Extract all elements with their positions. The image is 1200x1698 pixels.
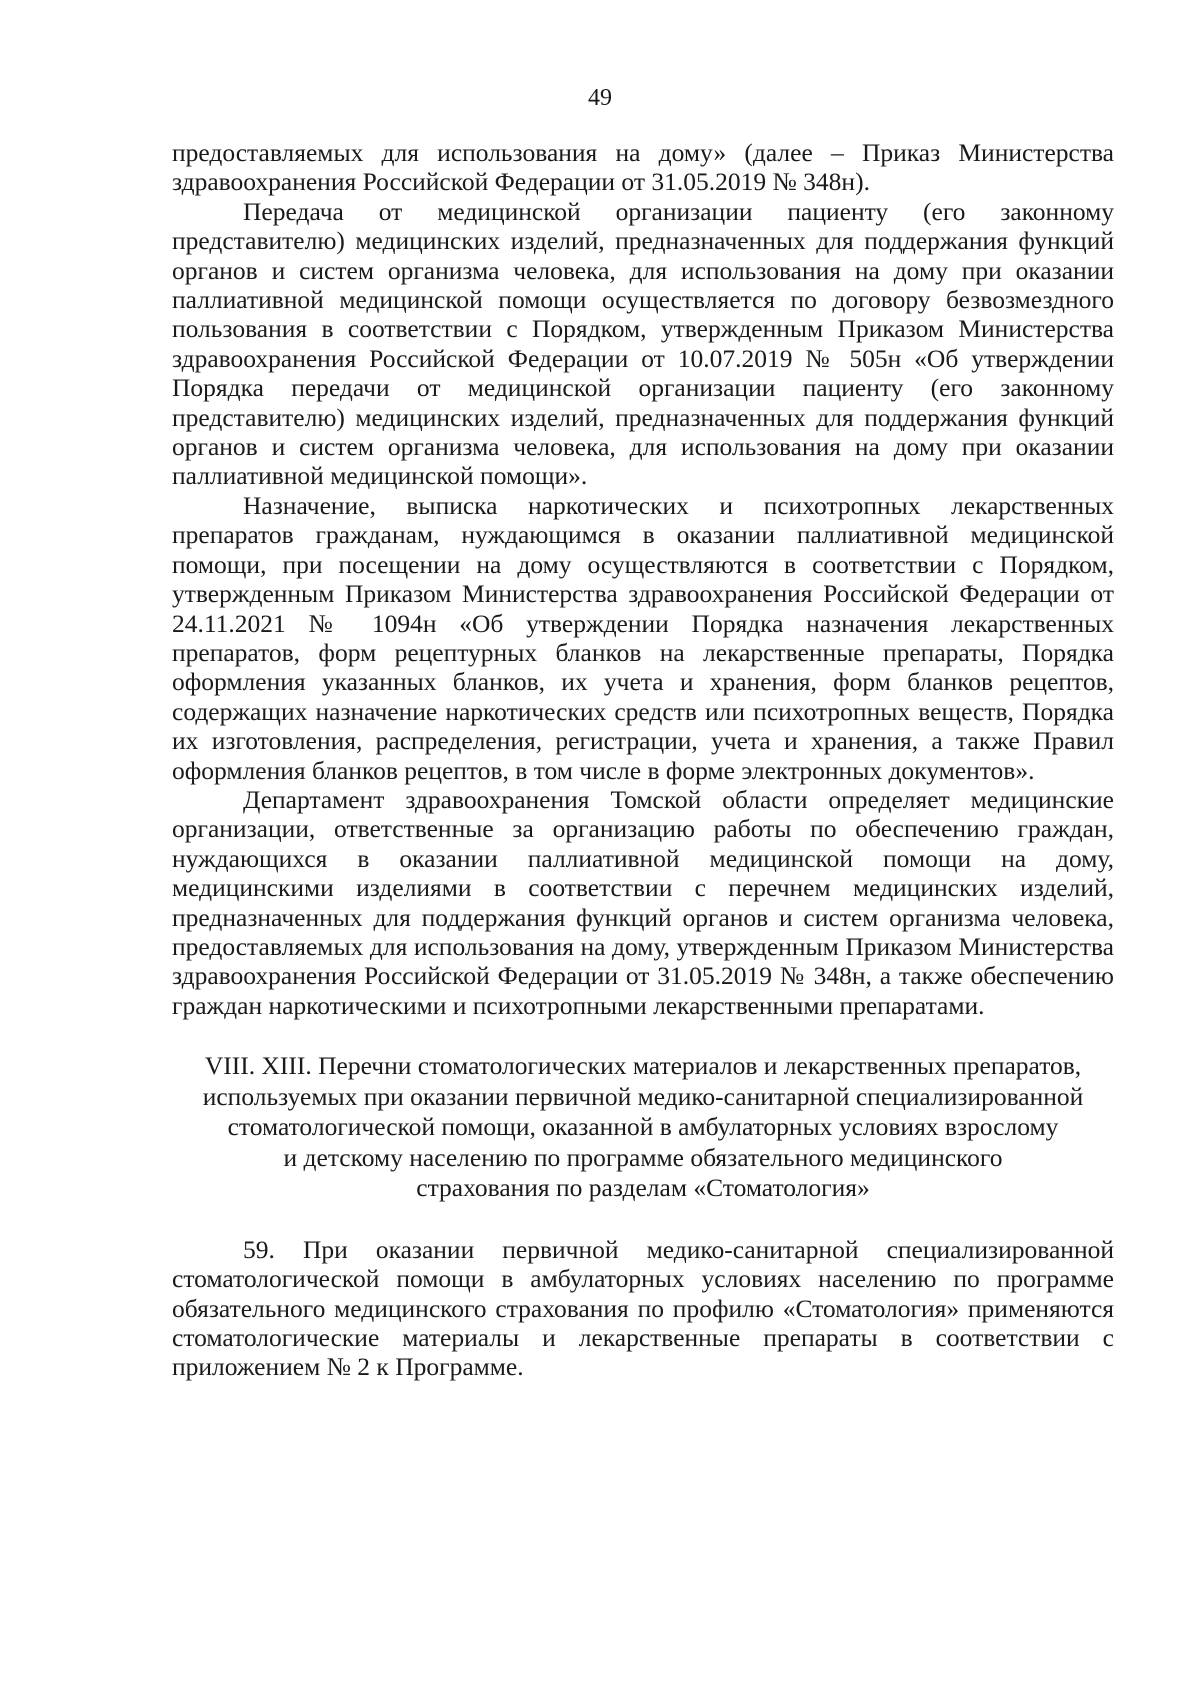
paragraph-narcotic-prescription: Назначение, выписка наркотических и психотропных лекарственных препаратов гражданам, нуждающимся в оказании паллиативной медицинской помощи, при посещении на дому осуществляются в соответствии с Порядком, утвержденным Приказом Министерства здравоохранения Российской Федерации от 24.11.2021 № 1094н «Об утверждении Порядка назначения лекарственных препаратов, форм рецептурных бланков на лекарственные препараты, Порядка оформления указанных бланков, их учета и хранения, форм бланков рецептов, содержащих назначение наркотических средств или психотропных веществ, Порядка их изготовления, распределения, регистрации, учета и хранения, а также Правил оформления бланков рецептов, в том числе в форме электронных документов». (172, 490, 1114, 785)
document-body (172, 138, 1114, 1382)
section-heading-line: и детскому населению по программе обязательного медицинского (283, 1142, 1003, 1172)
paragraph-continuation: предоставляемых для использования на дому» (далее – Приказ Министерства здравоохранения Российской Федерации от 31.05.2019 № 348н). (172, 138, 1114, 197)
section-heading-line: стоматологической помощи, оказанной в амбулаторных условиях взрослому (227, 1112, 1059, 1142)
section-heading-line: VIII. XIII. Перечни стоматологических материалов и лекарственных препаратов, (204, 1051, 1082, 1081)
paragraph-health-department: Департамент здравоохранения Томской области определяет медицинские организации, ответственные за организацию работы по обеспечению граждан, нуждающихся в оказании паллиативной медицинской помощи на дому, медицинскими изделиями в соответствии с перечнем медицинских изделий, предназначенных для поддержания функций органов и систем организма человека, предоставляемых для использования на дому, утвержденным Приказом Министерства здравоохранения Российской Федерации от 31.05.2019 № 348н, а также обеспечению граждан наркотическими и психотропными лекарственными препаратами. (172, 784, 1114, 1020)
paragraph-59-dental: 59. При оказании первичной медико-санитарной специализированной стоматологической помощи в амбулаторных условиях населению по программе обязательного медицинского страхования по профилю «Стоматология» применяются стоматологические материалы и лекарственные препараты в соответствии с приложением № 2 к Программе. (172, 1234, 1114, 1382)
section-heading-line: страхования по разделам «Стоматология» (416, 1173, 870, 1203)
section-heading (172, 1051, 1114, 1204)
paragraph-medical-devices-transfer: Передача от медицинской организации пациенту (его законному представителю) медицинских изделий, предназначенных для поддержания функций органов и систем организма человека, для использования на дому при оказании паллиативной медицинской помощи осуществляется по договору безвозмездного пользования в соответствии с Порядком, утвержденным Приказом Министерства здравоохранения Российской Федерации от 10.07.2019 № 505н «Об утверждении Порядка передачи от медицинской организации пациенту (его законному представителю) медицинских изделий, предназначенных для поддержания функций органов и систем организма человека, для использования на дому при оказании паллиативной медицинской помощи». (172, 196, 1114, 491)
page-number: 49 (588, 85, 612, 111)
section-heading-line: используемых при оказании первичной медико-санитарной специализированной (202, 1081, 1084, 1111)
